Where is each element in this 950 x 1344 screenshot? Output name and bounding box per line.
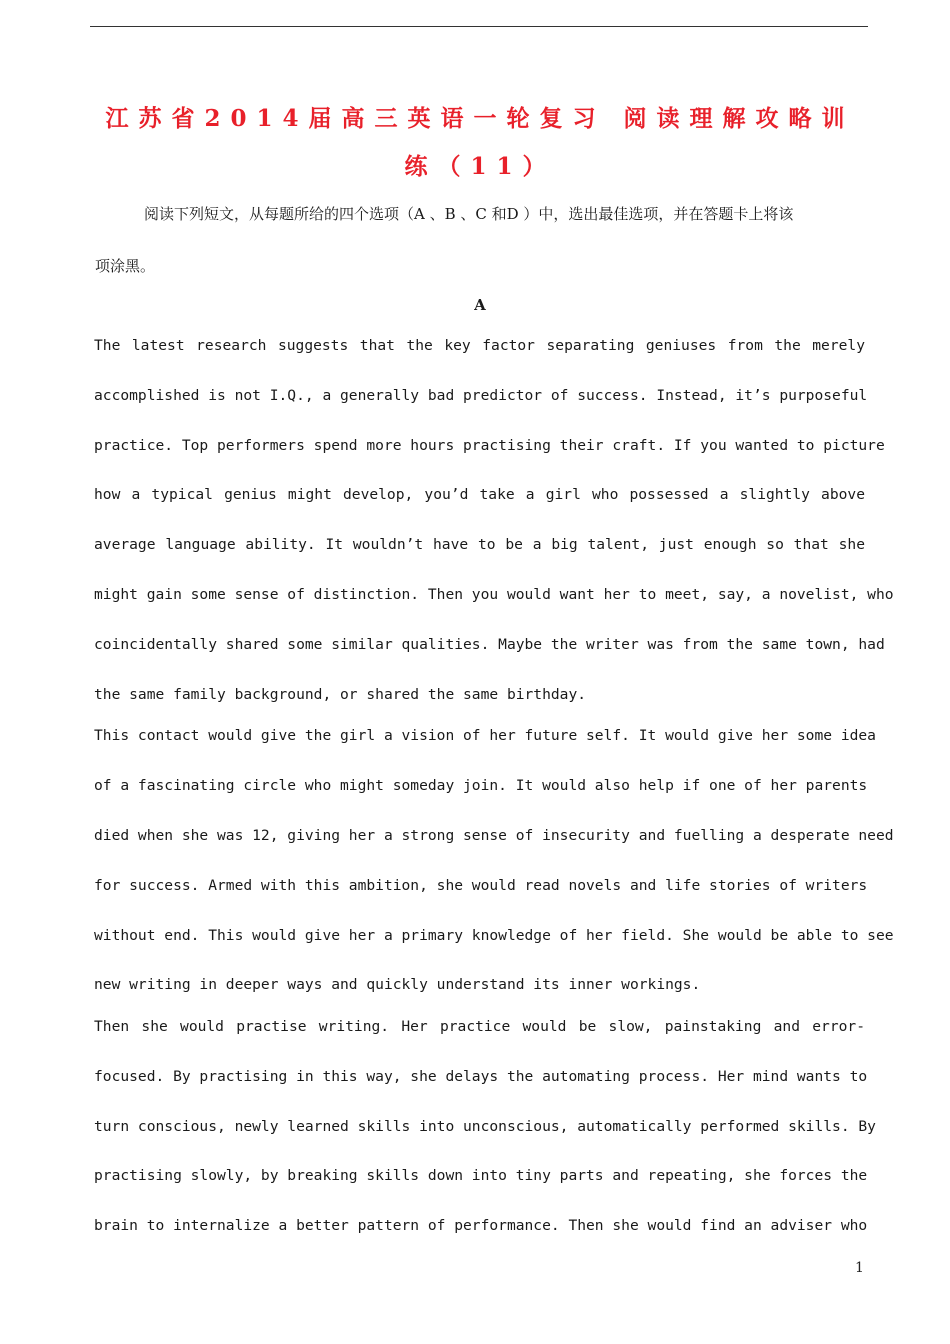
passage-line: This contact would give the girl a vision of her future self. It would give her some idea: [94, 727, 876, 744]
document-title-line-1: 江苏省2014届高三英语一轮复习 阅读理解攻略训: [105, 105, 855, 132]
passage-line: turn conscious, newly learned skills into unconscious, automatically performed skills. By: [94, 1118, 876, 1135]
passage-line: focused. By practising in this way, she delays the automating process. Her mind wants to: [94, 1068, 868, 1085]
passage-line: the same family background, or shared the same birthday.: [94, 686, 587, 703]
passage-line: accomplished is not I.Q., a generally bad predictor of success. Instead, it’s purposeful: [94, 387, 868, 404]
passage-line: died when she was 12, giving her a strong sense of insecurity and fuelling a desperate need: [94, 827, 894, 844]
instructions-line-2: 项涂黑。: [95, 257, 156, 275]
passage-line: might gain some sense of distinction. Then you would want her to meet, say, a novelist, who: [94, 586, 894, 603]
passage-line: The latest research suggests that the key factor separating geniuses from the merely: [94, 337, 865, 354]
passage-line: without end. This would give her a primary knowledge of her field. She would be able to see: [94, 927, 894, 944]
passage-line: brain to internalize a better pattern of performance. Then she would find an adviser who: [94, 1217, 868, 1234]
passage-line: of a fascinating circle who might someday join. It would also help if one of her parents: [94, 777, 868, 794]
passage-line: practising slowly, by breaking skills down into tiny parts and repeating, she forces the: [94, 1167, 868, 1184]
header-rule: [90, 26, 868, 27]
passage-line: Then she would practise writing. Her practice would be slow, painstaking and error-: [94, 1018, 865, 1035]
page-number: 1: [855, 1260, 864, 1276]
passage-line: how a typical genius might develop, you’d take a girl who possessed a slightly above: [94, 486, 865, 503]
passage-line: average language ability. It wouldn’t have to be a big talent, just enough so that she: [94, 536, 865, 553]
document-title-line-2: 练（11）: [404, 153, 556, 180]
instructions-line-1: 阅读下列短文，从每题所给的四个选项（A 、B 、C 和D ）中，选出最佳选项，并在答题卡上将该: [144, 205, 794, 223]
passage-line: coincidentally shared some similar qualities. Maybe the writer was from the same town, had: [94, 636, 885, 653]
passage-line: for success. Armed with this ambition, she would read novels and life stories of writers: [94, 877, 868, 894]
passage-line: new writing in deeper ways and quickly understand its inner workings.: [94, 976, 701, 993]
section-label: A: [474, 296, 486, 314]
passage-line: practice. Top performers spend more hours practising their craft. If you wanted to picture: [94, 437, 885, 454]
